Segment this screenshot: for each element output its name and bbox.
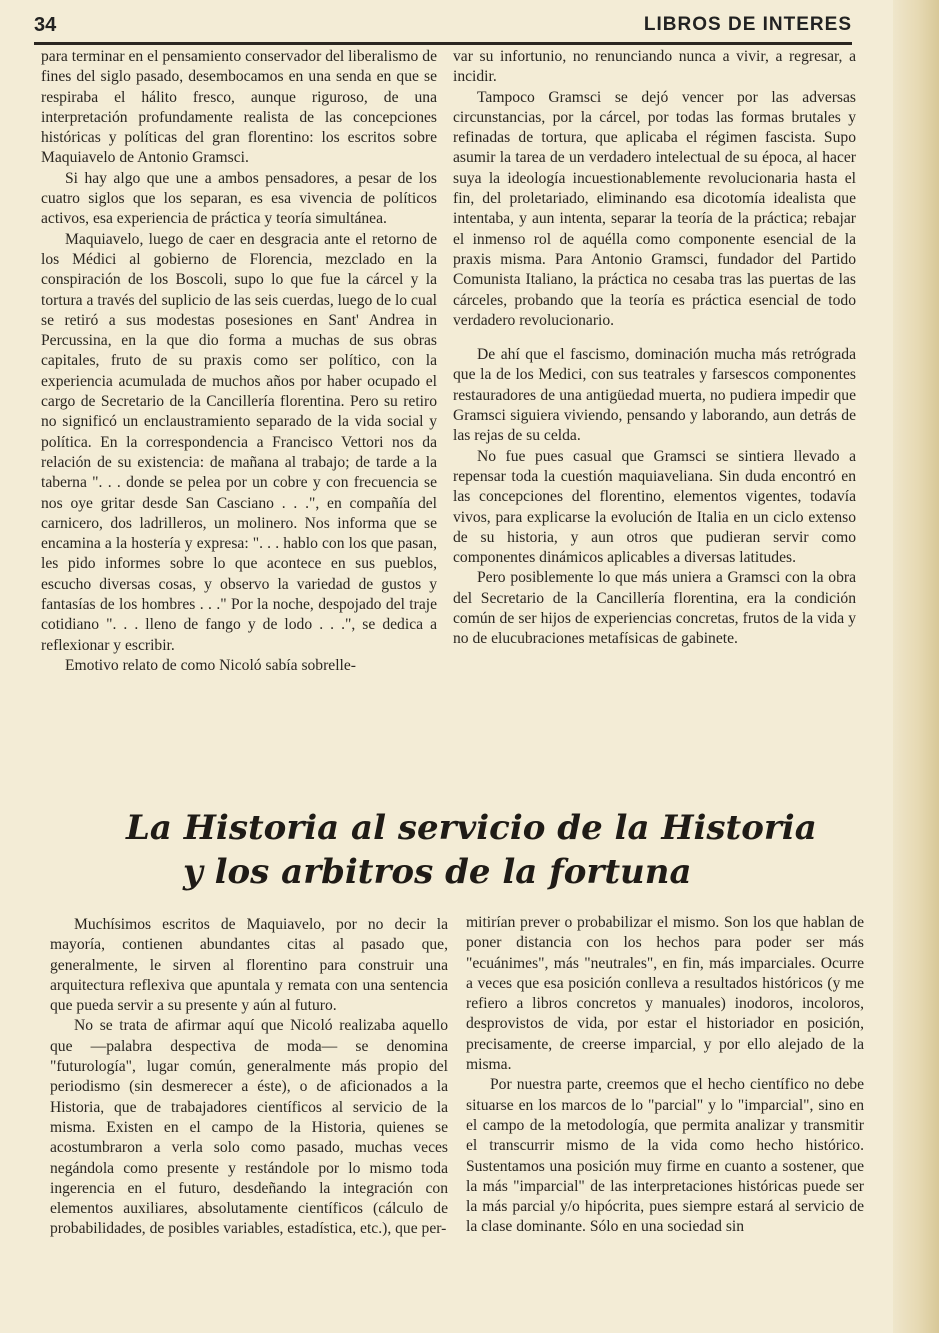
paragraph: Muchísimos escritos de Maquiavelo, por no decir la mayoría, contienen abundantes citas al pasado que, generalmente, le sirven al florentino para construir una arquitectura reflexiva que apuntala y remata con una sentencia que pueda servir a su presente y aún al futuro. [50,916,448,1015]
paragraph: mitirían prever o probabilizar el mismo. Son los que hablan de poner distancia con los hechos para poder ser más "ecuánimes", más "neutrales", en fin, más imparciales. Ocurre a veces que esa posición conlleva a resultados históricos (y me refiero a libros concretos y manuales) inodoros, incoloros, desprovistos de vida, por estar el historiador en posición, precisamente, de creerse imparcial, y por ello alejado de la misma. [466,914,864,1074]
headline-line-1: La Historia al servicio de la Historia [126,808,817,848]
paragraph: No se trata de afirmar aquí que Nicoló realizaba aquello que —palabra despectiva de moda— se denomina "futurología", lugar común, generalmente más propio del periodismo (sin desmerecer a éste), o de aficionados a la Historia, que de trabajadores científicos al servicio de la misma. Existen en el campo de la Historia, quienes se acostumbraron a verla solo como pasado, muchas veces negándola como presente y restándole por lo mismo toda ingerencia en el futuro, desdeñando la integración con elementos auxiliares, absolutamente científicos (cálculo de probabilidades, de posibles variables, estadística, etc.), que per- [50,1017,448,1238]
article-column-bottom-left [50,915,448,1240]
paragraph: Pero posiblemente lo que más uniera a Gramsci con la obra del Secretario de la Cancillería florentina, era la condición común de ser hijos de experiencias concretas, frutos de la vida y no de elucubraciones metafísicas de gabinete. [453,569,856,648]
article-column-bottom-right [466,913,864,1238]
page-edge-shadow [893,0,939,1333]
paragraph: var su infortunio, no renunciando nunca a vivir, a regresar, a incidir. [453,48,856,86]
headline-line-2: y los arbitros de la fortuna [183,852,692,892]
paragraph: Maquiavelo, luego de caer en desgracia ante el retorno de los Médici al gobierno de Florencia, mezclado en la conspiración de los Boscoli, supo lo que fue la cárcel y la tortura a través del suplicio de las seis cuerdas, luego de lo cual se retiró a sus modestas posesiones en Sant' Andrea in Percussina, en la que dio forma a muchas de sus obras capitales, fruto de su praxis como ser político, con la experiencia acumulada de muchos años por haber ocupado el cargo de Secretario de la Cancillería florentina. Pero su retiro no significó un enclaustramiento separado de la vida social y política. En la correspondencia a Francisco Vettori nos da relación de su existencia: de mañana al trabajo; de tarde a la taberna ". . . donde se pelea por un cobre y con frecuencia se nos oye gritar desde San Casciano . . .", en compañía del carnicero, dos ladrilleros, un molinero. Nos informa que se encamina a la hostería y expresa: ". . . hablo con los que pasan, les pido informes sobre lo que acontece en sus pueblos, escucho diversas cosas, y observo la variedad de gustos y fantasías de los hombres . . ." Por la noche, despojado del traje cotidiano ". . . lleno de fango y de lodo . . .", se dedica a reflexionar y escribir. [41,230,437,654]
paragraph: Tampoco Gramsci se dejó vencer por las adversas circunstancias, por la cárcel, por todas las formas brutales y refinadas de tortura, que aplicaba el régimen fascista. Supo asumir la tarea de un verdadero intelectual de su época, al hacer suya la ideología incuestionablemente revolucionaria hasta el fin, del proletariado, eliminando esa dicotomía idealista que intentaba, y aun intenta, separar la teoría de la práctica; rebajar el inmenso rol de aquélla como componente esencial de la praxis misma. Para Antonio Gramsci, fundador del Partido Comunista Italiano, la práctica no cesaba tras las puertas de las cárceles, probando que la teoría es práctica esencial de todo verdadero revolucionario. [453,88,856,329]
article-column-top-right [453,47,856,650]
header-rule [34,42,852,45]
paragraph: Emotivo relato de como Nicoló sabía sobrelle- [65,656,356,674]
section-title: LIBROS DE INTERES [643,14,852,35]
paragraph: para terminar en el pensamiento conservador del liberalismo de fines del siglo pasado, desembocamos en una senda en que se respiraba el hálito fresco, aunque riguroso, de una interpretación profundamente realista de las concepciones históricas y políticas del gran florentino: los escritos sobre Maquiavelo de Antonio Gramsci. [41,48,437,167]
article-column-top-left [41,47,437,676]
paragraph: No fue pues casual que Gramsci se sintiera llevado a repensar toda la cuestión maquiaveliana. Sin duda encontró en las concepciones del florentino, elementos vigentes, todavía vivos, para explicarse la evolución de Italia en un ciclo extenso de su historia, y aun otros que pudieran servir como componentes dinámicos aplicables a diversas latitudes. [453,447,856,567]
paragraph: Si hay algo que une a ambos pensadores, a pesar de los cuatro siglos que los separan, es esa vivencia de políticos activos, esa experiencia de práctica y teoría simultánea. [41,169,437,228]
paragraph: De ahí que el fascismo, dominación mucha más retrógrada que la de los Medici, con sus teatrales y farsescos componentes restauradores de una antigüedad muerta, no pudiera impedir que Gramsci siguiera viviendo, pensando y laborando, aun detrás de las rejas de su celda. [453,346,856,445]
paragraph: Por nuestra parte, creemos que el hecho científico no debe situarse en los marcos de lo "parcial" y lo "imparcial", sino en el campo de la metodología, que permita analizar y transmitir el transcurrir mismo de la vida como hecho histórico. Sustentamos una posición muy firme en cuanto a sostener, que la más "imparcial" de las interpretaciones históricas puede ser la más parcial y/o hipócrita, pues siempre estará al servicio de la clase dominante. Sólo en una sociedad sin [466,1076,864,1236]
page-header [34,12,852,42]
page-number: 34 [34,14,57,36]
